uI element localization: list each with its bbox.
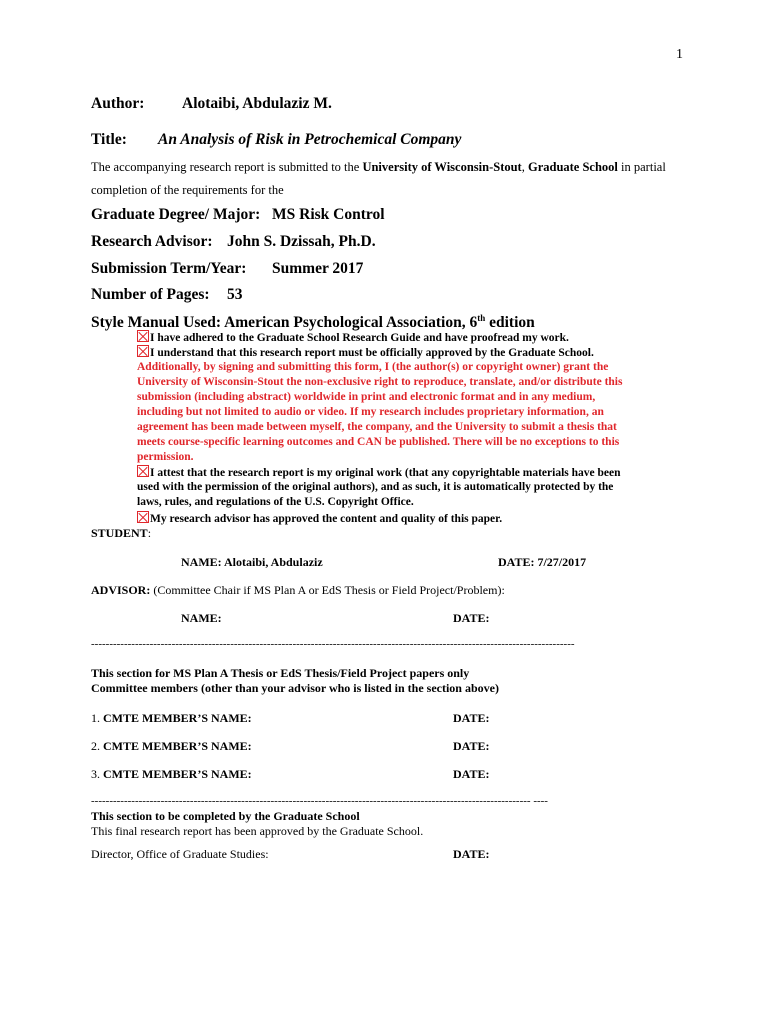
statement-3 (137, 465, 620, 481)
title-value: An Analysis of Risk in Petrochemical Company (158, 131, 462, 148)
degree-label: Graduate Degree/ Major: (91, 206, 261, 223)
style-manual-label: Style Manual Used: (91, 314, 222, 332)
advisor-label: Research Advisor: (91, 233, 213, 250)
author-label: Author: (91, 95, 145, 112)
copyright-line: agreement has been made between myself, the company, and the University to submit a thesis that (137, 421, 617, 433)
director-date: DATE: (453, 847, 490, 861)
statement-3-text: I attest that the research report is my original work (that any copyrightable materials have been (150, 467, 621, 479)
student-name: NAME: Alotaibi, Abdulaziz (181, 555, 323, 569)
committee-member-3-date: DATE: (453, 767, 490, 781)
committee-member-1 (91, 711, 252, 726)
committee-member-3 (91, 767, 252, 782)
statement-3-line-2: used with the permission of the original authors), and as such, it is automatically protected by the (137, 481, 614, 493)
statement-4-text: My research advisor has approved the content and quality of this paper. (150, 513, 503, 525)
committee-member-2-date: DATE: (453, 739, 490, 753)
author-value: Alotaibi, Abdulaziz M. (182, 95, 332, 112)
degree-value: MS Risk Control (272, 206, 385, 223)
committee-member-2 (91, 739, 252, 754)
member-label: CMTE MEMBER’S NAME: (103, 711, 252, 725)
divider-2: ------------------------------------------------------------------------------------------------------------------------ ---- (91, 795, 548, 807)
copyright-line: meets course-specific learning outcomes and CAN be published. There will be no exceptions to this (137, 436, 620, 448)
committee-member-1-date: DATE: (453, 711, 490, 725)
intro-text-end: in partial (617, 160, 666, 174)
intro-line-1 (91, 160, 666, 175)
committee-heading-2: Committee members (other than your advisor who is listed in the section above) (91, 681, 499, 695)
intro-text: The accompanying research report is submitted to the (91, 160, 363, 174)
statement-1 (137, 330, 569, 346)
title-label: Title: (91, 131, 127, 148)
grad-school-text: This final research report has been approved by the Graduate School. (91, 824, 424, 838)
statement-3-line-3: laws, rules, and regulations of the U.S. Copyright Office. (137, 496, 414, 508)
member-label: CMTE MEMBER’S NAME: (103, 767, 252, 781)
member-label: CMTE MEMBER’S NAME: (103, 739, 252, 753)
page-number: 1 (676, 47, 683, 62)
checked-checkbox-icon[interactable] (137, 465, 149, 477)
copyright-line: University of Wisconsin-Stout the non-exclusive right to reproduce, translate, and/or distribute this (137, 376, 623, 388)
divider: ------------------------------------------------------------------------------------------------------------------------------------ (91, 638, 575, 650)
committee-heading-1: This section for MS Plan A Thesis or EdS Thesis/Field Project papers only (91, 666, 470, 680)
director-label: Director, Office of Graduate Studies: (91, 847, 269, 861)
advisor-date-field: DATE: (453, 611, 490, 625)
member-number: 2. (91, 739, 103, 753)
checked-checkbox-icon[interactable] (137, 345, 149, 357)
term-value: Summer 2017 (272, 260, 364, 277)
statement-1-text: I have adhered to the Graduate School Research Guide and have proofread my work. (150, 332, 569, 344)
pages-label: Number of Pages: (91, 286, 210, 303)
advisor-section-label: ADVISOR: (91, 583, 151, 597)
copyright-line: permission. (137, 451, 194, 463)
term-label: Submission Term/Year: (91, 260, 247, 277)
advisor-name-field: NAME: (181, 611, 222, 625)
copyright-line: submission (including abstract) worldwide in print and electronic format and in any medium, (137, 391, 596, 403)
student-label (91, 526, 151, 541)
advisor-section (91, 583, 505, 598)
member-number: 1. (91, 711, 103, 725)
grad-school-heading: This section to be completed by the Graduate School (91, 809, 360, 823)
statement-4 (137, 511, 502, 527)
student-date: DATE: 7/27/2017 (498, 555, 587, 569)
member-number: 3. (91, 767, 103, 781)
style-manual-value: American Psychological Association, 6 (224, 314, 478, 332)
statement-2-text: I understand that this research report must be officially approved by the Graduate School. (150, 347, 594, 359)
student-label-text: STUDENT (91, 526, 148, 540)
copyright-line: including but not limited to audio or video. If my research includes proprietary information, an (137, 406, 604, 418)
copyright-line: Additionally, by signing and submitting this form, I (the author(s) or copyright owner) grant the (137, 361, 609, 373)
style-manual-suffix: edition (485, 314, 535, 332)
checked-checkbox-icon[interactable] (137, 511, 149, 523)
statement-2 (137, 345, 594, 361)
checked-checkbox-icon[interactable] (137, 330, 149, 342)
university-name: University of Wisconsin-Stout (362, 160, 522, 174)
graduate-school-name: Graduate School (527, 160, 618, 174)
style-manual-sup: th (477, 313, 486, 323)
intro-separator: , (521, 160, 528, 174)
advisor-section-note: (Committee Chair if MS Plan A or EdS Thesis or Field Project/Problem): (150, 583, 505, 597)
advisor-value: John S. Dzissah, Ph.D. (227, 233, 376, 250)
intro-line-2: completion of the requirements for the (91, 183, 284, 197)
pages-value: 53 (227, 286, 243, 303)
student-colon: : (147, 526, 152, 540)
